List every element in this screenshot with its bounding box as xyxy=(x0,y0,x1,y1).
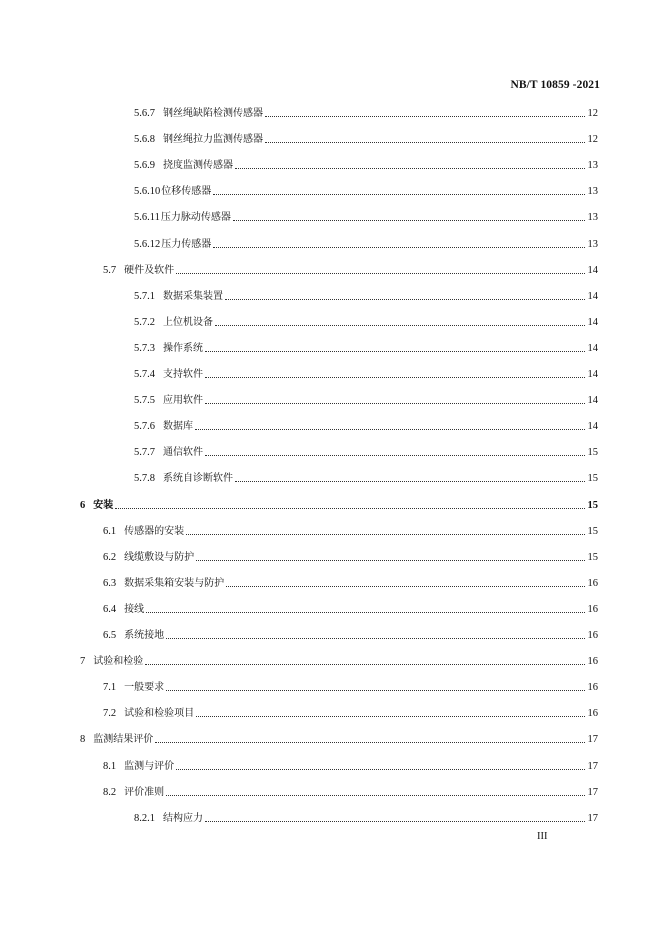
toc-entry[interactable] xyxy=(134,391,598,407)
toc-entry-title: 上位机设备 xyxy=(163,316,213,328)
toc-entry-number: 8.2 xyxy=(103,786,117,798)
toc-entry-page: 16 xyxy=(587,630,598,641)
toc-entry-page: 13 xyxy=(587,160,598,172)
toc-entry-page: 12 xyxy=(587,134,598,146)
dot-leader xyxy=(196,716,584,717)
toc-entry-number: 8 xyxy=(80,734,86,746)
toc-entry-title: 传感器的安装 xyxy=(124,525,185,537)
toc-entry-page: 15 xyxy=(587,525,598,537)
toc-entry-page: 16 xyxy=(587,577,598,589)
toc-entry-number: 5.7.5 xyxy=(134,395,155,407)
toc-entry[interactable] xyxy=(103,783,598,799)
dot-leader xyxy=(205,403,585,404)
toc-entry-page: 16 xyxy=(587,656,598,668)
toc-entry-page: 17 xyxy=(587,734,598,746)
toc-entry-number: 5.7.2 xyxy=(134,316,155,328)
toc-entry[interactable] xyxy=(103,757,598,773)
toc-entry-number: 7.1 xyxy=(103,682,117,694)
toc-entry-title: 线缆敷设与防护 xyxy=(124,551,195,563)
toc-entry-number: 7 xyxy=(80,656,86,668)
toc-entry-page: 17 xyxy=(587,812,598,824)
toc-entry[interactable] xyxy=(134,104,598,120)
dot-leader xyxy=(213,194,584,195)
toc-entry-title: 安装 xyxy=(93,499,114,511)
toc-entry-number: 5.7.3 xyxy=(134,342,155,354)
toc-entry-title: 系统接地 xyxy=(124,630,165,641)
toc-entry[interactable] xyxy=(103,522,598,538)
toc-entry-number: 5.7.7 xyxy=(134,447,155,459)
toc-entry-number: 5.6.8 xyxy=(134,134,155,146)
dot-leader xyxy=(265,116,585,117)
dot-leader xyxy=(195,429,585,430)
dot-leader xyxy=(166,690,584,691)
toc-entry[interactable] xyxy=(103,626,598,642)
toc-entry-number: 6.4 xyxy=(103,603,117,615)
toc-entry-title: 应用软件 xyxy=(163,395,203,407)
toc-entry-title: 结构应力 xyxy=(163,812,203,824)
toc-entry[interactable] xyxy=(103,574,598,590)
toc-entry[interactable] xyxy=(134,417,598,433)
dot-leader xyxy=(205,821,585,822)
toc-entry-number: 6 xyxy=(80,499,86,511)
dot-leader xyxy=(196,560,584,561)
dot-leader xyxy=(225,299,585,300)
toc-entry-number: 5.7.6 xyxy=(134,421,155,433)
toc-entry-number: 5.6.12 xyxy=(134,238,161,250)
toc-entry-number: 8.1 xyxy=(103,760,117,772)
toc-entry[interactable] xyxy=(134,235,598,251)
toc-entry-page: 13 xyxy=(587,186,598,198)
toc-entry-number: 6.2 xyxy=(103,551,117,563)
toc-entry-title: 钢丝绳缺陷检测传感器 xyxy=(163,108,263,119)
toc-entry-title: 试验和检验 xyxy=(93,656,144,668)
toc-entry-title: 监测与评价 xyxy=(124,760,175,772)
toc-entry-title: 支持软件 xyxy=(163,369,203,380)
toc-entry-title: 压力脉动传感器 xyxy=(160,212,231,224)
dot-leader xyxy=(233,220,585,221)
toc-entry-page: 14 xyxy=(587,342,598,354)
toc-entry-page: 14 xyxy=(587,395,598,407)
toc-entry[interactable] xyxy=(134,313,598,329)
toc-entry-page: 16 xyxy=(587,682,598,694)
toc-entry-page: 15 xyxy=(587,551,598,563)
dot-leader xyxy=(215,325,585,326)
dot-leader xyxy=(226,586,584,587)
dot-leader xyxy=(205,351,585,352)
document-code: NB/T 10859 -2021 xyxy=(510,79,600,91)
toc-entry[interactable] xyxy=(134,809,598,825)
toc-entry[interactable] xyxy=(103,704,598,720)
toc-entry-title: 评价准则 xyxy=(124,786,165,798)
toc-entry-title: 一般要求 xyxy=(124,682,165,694)
toc-entry[interactable] xyxy=(134,339,598,355)
toc-entry-number: 6.3 xyxy=(103,577,117,589)
dot-leader xyxy=(146,612,584,613)
dot-leader xyxy=(166,795,584,796)
toc-entry-page: 14 xyxy=(587,369,598,380)
toc-entry[interactable] xyxy=(134,156,598,172)
toc-entry-title: 试验和检验项目 xyxy=(124,708,195,720)
toc-entry[interactable] xyxy=(134,365,598,381)
toc-entry-number: 5.6.11 xyxy=(134,212,160,224)
toc-entry-title: 位移传感器 xyxy=(161,186,212,198)
toc-entry-page: 12 xyxy=(587,108,598,119)
dot-leader xyxy=(235,481,585,482)
toc-entry-page: 14 xyxy=(587,290,598,302)
toc-entry[interactable] xyxy=(103,600,598,616)
toc-entry[interactable] xyxy=(80,496,598,512)
toc-entry-title: 数据采集箱安装与防护 xyxy=(124,577,225,589)
dot-leader xyxy=(166,638,584,639)
toc-entry[interactable] xyxy=(134,287,598,303)
toc-entry-title: 监测结果评价 xyxy=(93,734,154,746)
toc-entry-title: 接线 xyxy=(124,603,145,615)
toc-entry-number: 5.7.1 xyxy=(134,290,155,302)
toc-entry-page: 14 xyxy=(587,421,598,433)
toc-entry[interactable] xyxy=(80,730,598,746)
toc-entry-number: 7.2 xyxy=(103,708,117,720)
toc-entry-page: 14 xyxy=(587,264,598,276)
toc-entry[interactable] xyxy=(134,208,598,224)
toc-entry[interactable] xyxy=(134,182,598,198)
toc-entry-title: 数据采集装置 xyxy=(163,290,223,302)
dot-leader xyxy=(265,142,585,143)
page-number: III xyxy=(537,831,548,842)
dot-leader xyxy=(186,534,584,535)
dot-leader xyxy=(205,455,585,456)
toc-entry-title: 挠度监测传感器 xyxy=(163,160,233,172)
toc-entry-number: 5.6.9 xyxy=(134,160,155,172)
toc-entry-page: 17 xyxy=(587,786,598,798)
dot-leader xyxy=(213,247,584,248)
dot-leader xyxy=(235,168,585,169)
toc-entry-title: 钢丝绳拉力监测传感器 xyxy=(163,134,263,146)
toc-entry-page: 13 xyxy=(587,238,598,250)
toc-entry[interactable] xyxy=(134,469,598,485)
toc-entry-title: 数据库 xyxy=(163,421,193,433)
toc-entry-title: 操作系统 xyxy=(163,342,203,354)
toc-entry-page: 15 xyxy=(587,499,598,511)
toc-entry-page: 15 xyxy=(587,473,598,485)
toc-entry-page: 15 xyxy=(587,447,598,459)
dot-leader xyxy=(155,742,584,743)
toc-entry[interactable] xyxy=(103,261,598,277)
toc-entry[interactable] xyxy=(80,652,598,668)
dot-leader xyxy=(176,273,584,274)
toc-entry-number: 5.6.7 xyxy=(134,108,155,119)
toc-entry-number: 5.7.4 xyxy=(134,369,155,380)
toc-entry-title: 压力传感器 xyxy=(161,238,212,250)
toc-entry-number: 6.1 xyxy=(103,525,117,537)
dot-leader xyxy=(205,377,585,378)
toc-entry-page: 16 xyxy=(587,603,598,615)
toc-entry[interactable] xyxy=(134,443,598,459)
toc-entry[interactable] xyxy=(134,130,598,146)
dot-leader xyxy=(115,508,584,509)
toc-entry-page: 13 xyxy=(587,212,598,224)
toc-entry-number: 5.7.8 xyxy=(134,473,155,485)
toc-entry-number: 6.5 xyxy=(103,630,117,641)
dot-leader xyxy=(145,664,584,665)
toc-entry-number: 8.2.1 xyxy=(134,812,155,824)
toc-entry-title: 系统自诊断软件 xyxy=(163,473,233,485)
toc-entry-page: 14 xyxy=(587,316,598,328)
dot-leader xyxy=(176,769,584,770)
toc-entry-number: 5.7 xyxy=(103,264,117,276)
toc-entry[interactable] xyxy=(103,548,598,564)
toc-entry-page: 17 xyxy=(587,760,598,772)
toc-entry-page: 16 xyxy=(587,708,598,720)
toc-entry[interactable] xyxy=(103,678,598,694)
toc-entry-title: 通信软件 xyxy=(163,447,203,459)
toc-entry-title: 硬件及软件 xyxy=(124,264,175,276)
toc-entry-number: 5.6.10 xyxy=(134,186,161,198)
